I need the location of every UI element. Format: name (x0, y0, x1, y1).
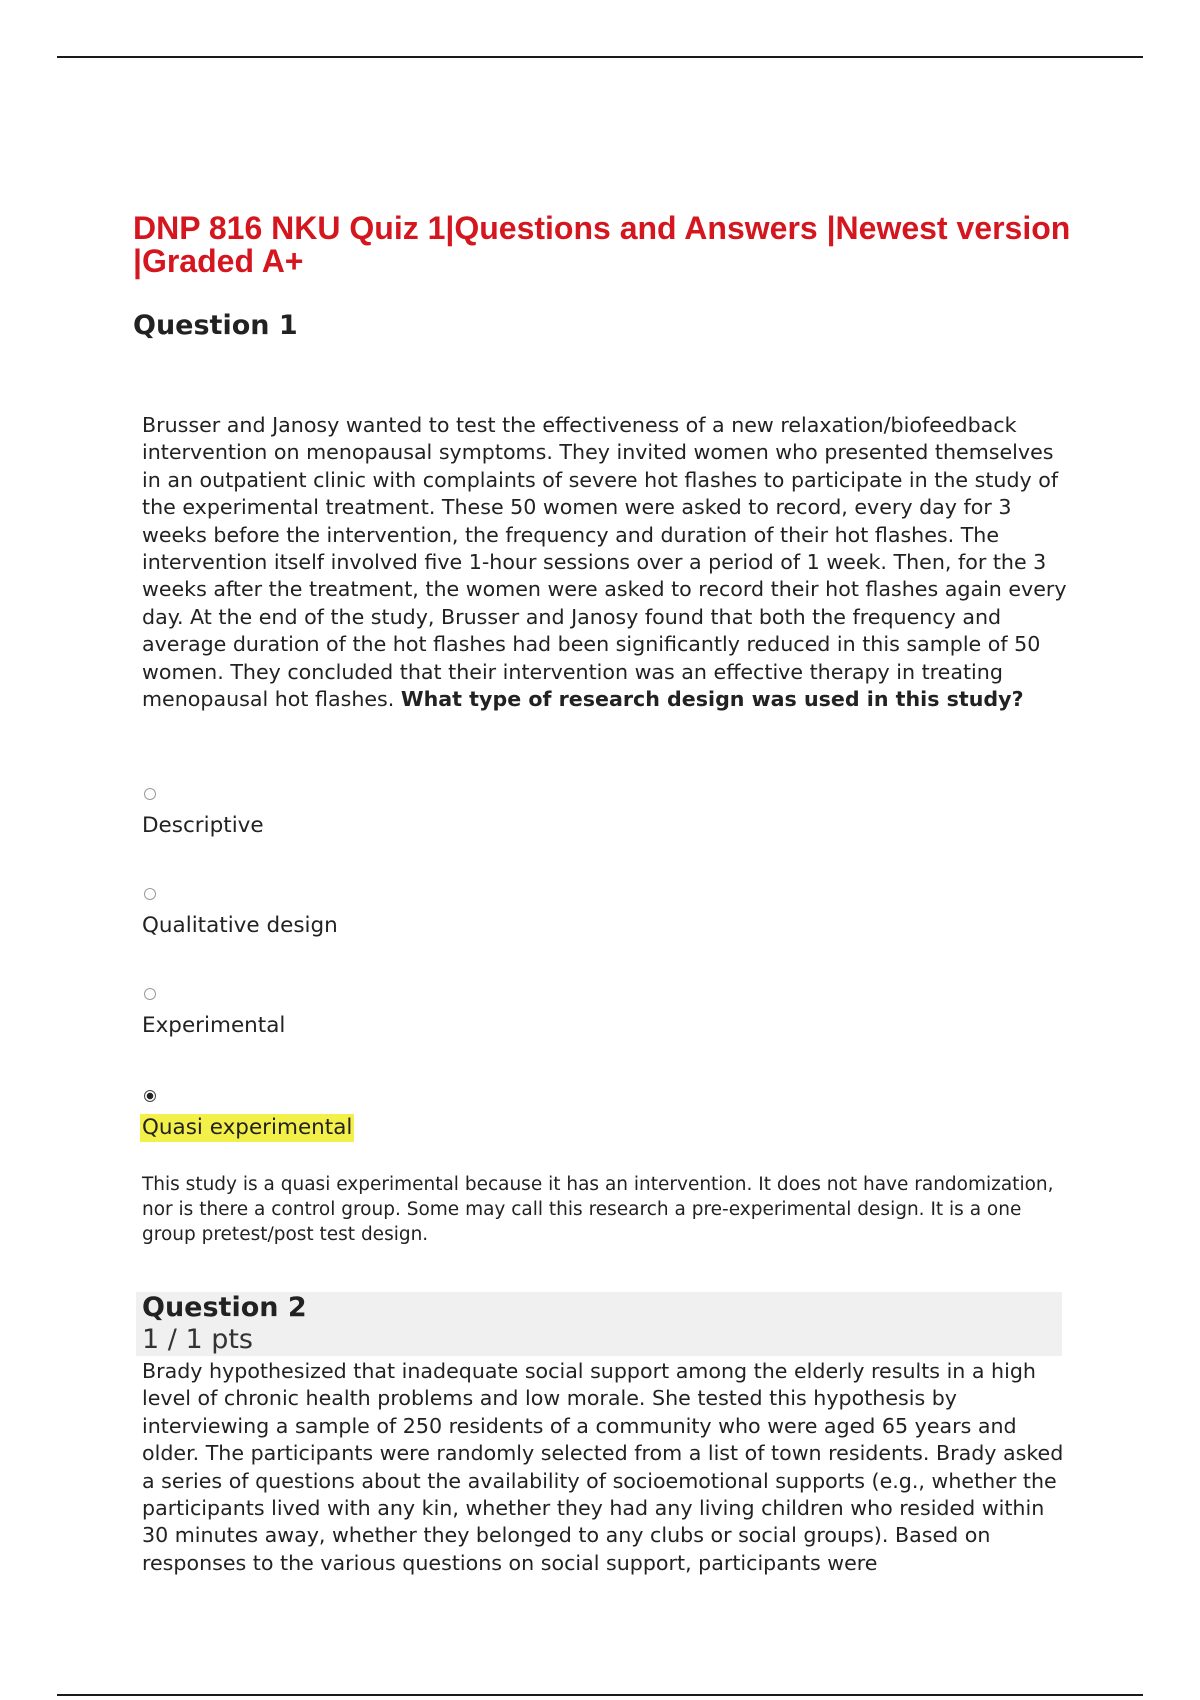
question-2-text: Brady hypothesized that inadequate social support among the elderly results in a high level of chronic health problems and low morale. She tested this hypothesis by interviewing a sample of 250 residents of a community who were aged 65 years and older. The participants were randomly selected from a list of town residents. Brady asked a series of questions about the availability of socioemotional supports (e.g., whether the participants lived with any kin, whether they had any living children who resided within 30 minutes away, whether they belonged to any clubs or social groups). Based on responses to the various questions on social support, participants were (142, 1359, 1064, 1575)
question-2-points: 1 / 1 pts (142, 1324, 253, 1355)
document-title: DNP 816 NKU Quiz 1|Questions and Answers |Newest version |Graded A+ (133, 210, 1071, 279)
radio-checked-icon[interactable] (144, 1090, 156, 1102)
selected-answer-label: Quasi experimental (142, 1115, 353, 1140)
question-1-body: Brusser and Janosy wanted to test the effectiveness of a new relaxation/biofeedback intervention on menopausal symptoms. They invited women who presented themselves in an outpatient clinic with complaints of severe hot flashes to participate in the study of the experimental treatment. These 50 women were asked to record, every day for 3 weeks before the intervention, the frequency and duration of their hot flashes. The intervention itself involved five 1-hour sessions over a period of 1 week. Then, for the 3 weeks after the treatment, the women were asked to record their hot flashes again every day. At the end of the study, Brusser and Janosy found that both the frequency and average duration of the hot flashes had been significantly reduced in this sample of 50 women. They concluded that their intervention was an effective therapy in treating menopausal hot flashes. (142, 413, 1067, 712)
radio-unchecked-icon[interactable] (144, 888, 156, 900)
question-2-heading: Question 2 (142, 1292, 307, 1323)
answer-explanation: This study is a quasi experimental because it has an intervention. It does not have randomization, nor is there a control group. Some may call this research a pre-experimental design. It is a one group pretest/post test design. (142, 1174, 1054, 1245)
option-experimental[interactable] (142, 988, 287, 1040)
question-2-header (136, 1292, 1062, 1356)
radio-unchecked-icon[interactable] (144, 988, 156, 1000)
question-1-prompt: What type of research design was used in this study? (400, 687, 1024, 712)
option-descriptive[interactable] (142, 788, 266, 840)
radio-unchecked-icon[interactable] (144, 788, 156, 800)
bottom-rule (57, 1694, 1143, 1696)
option-quasi-experimental[interactable] (142, 1090, 354, 1142)
option-qualitative-design[interactable] (142, 888, 340, 940)
question-1-text (142, 412, 1072, 713)
option-label: Qualitative design (142, 913, 338, 938)
top-rule (57, 56, 1143, 58)
option-label: Experimental (142, 1013, 286, 1038)
option-label: Descriptive (142, 813, 264, 838)
question-1-heading: Question 1 (133, 310, 298, 341)
